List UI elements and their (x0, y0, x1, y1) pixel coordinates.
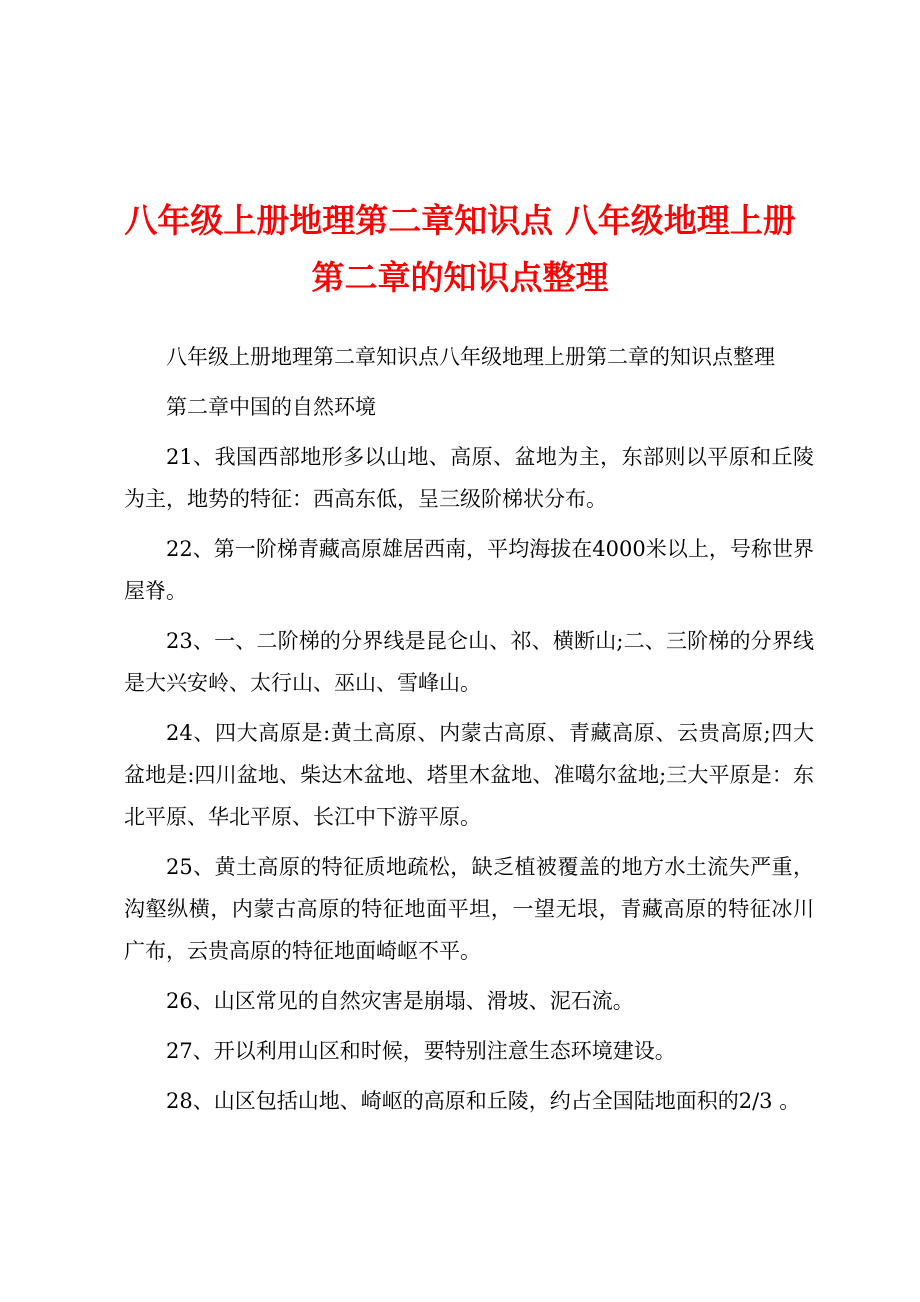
paragraph-23: 23、一、二阶梯的分界线是昆仑山、祁、横断山;二、三阶梯的分界线是大兴安岭、太行山、巫山、雪峰山。 (124, 629, 814, 695)
paragraph-24: 24、四大高原是:黄土高原、内蒙古高原、青藏高原、云贵高原;四大盆地是:四川盆地、柴达木盆地、塔里木盆地、准噶尔盆地;三大平原是：东北平原、华北平原、长江中下游平原。 (124, 721, 814, 829)
paragraph-21: 21、我国西部地形多以山地、高原、盆地为主，东部则以平原和丘陵为主，地势的特征：西高东低，呈三级阶梯状分布。 (124, 445, 814, 511)
paragraph-28: 28、山区包括山地、崎岖的高原和丘陵，约占全国陆地面积的2/3 。 (166, 1089, 801, 1113)
paragraph-intro: 八年级上册地理第二章知识点八年级地理上册第二章的知识点整理 (166, 345, 775, 369)
paragraph-27: 27、开以利用山区和时候，要特别注意生态环境建设。 (166, 1039, 676, 1063)
document-title: 八年级上册地理第二章知识点 八年级地理上册第二章的知识点整理 (124, 201, 796, 297)
paragraph-25: 25、黄土高原的特征质地疏松，缺乏植被覆盖的地方水土流失严重，沟壑纵横，内蒙古高原的特征地面平坦，一望无垠，青藏高原的特征冰川广布，云贵高原的特征地面崎岖不平。 (124, 855, 814, 963)
paragraph-22: 22、第一阶梯青藏高原雄居西南，平均海拔在4000米以上，号称世界屋脊。 (124, 537, 814, 603)
paragraph-chapter-heading: 第二章中国的自然环境 (166, 395, 376, 419)
document-body (124, 336, 814, 1130)
paragraph-26: 26、山区常见的自然灾害是崩塌、滑坡、泥石流。 (166, 989, 634, 1013)
